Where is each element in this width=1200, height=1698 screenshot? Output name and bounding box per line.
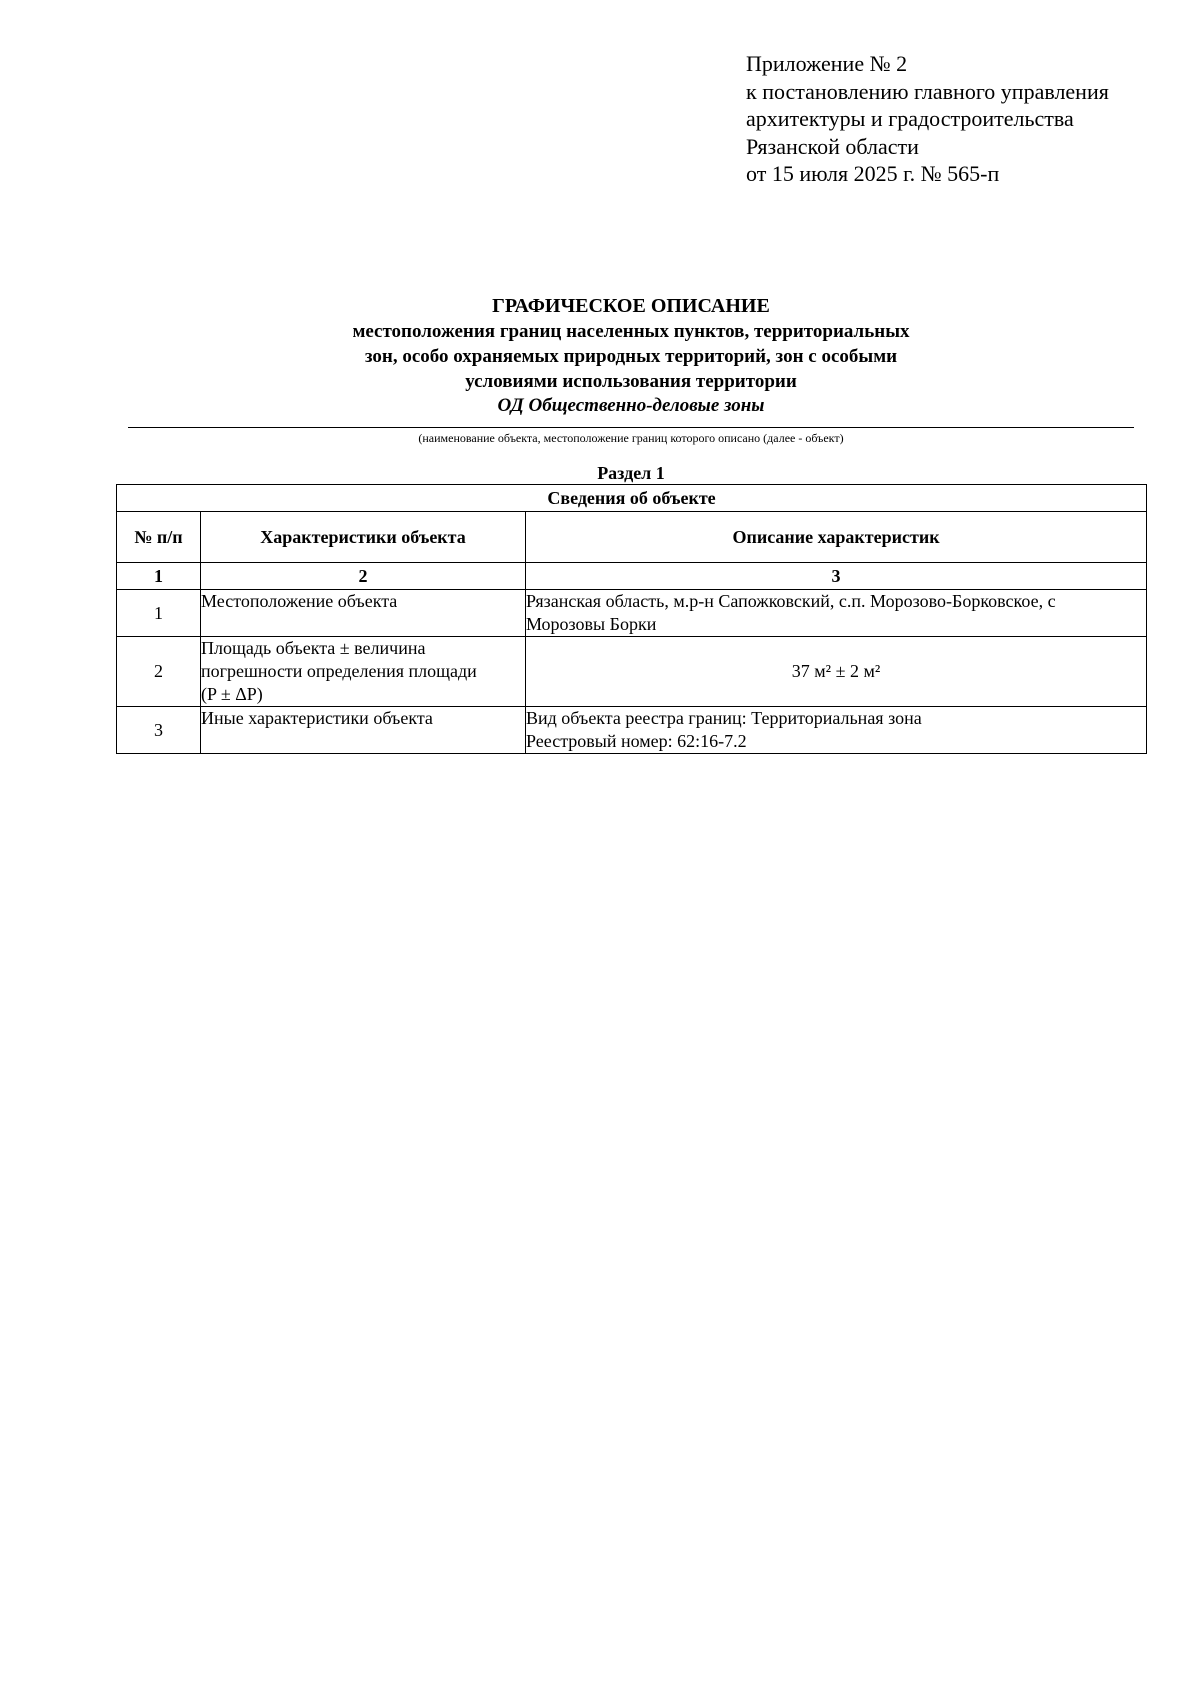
row-characteristic: Иные характеристики объекта xyxy=(201,707,526,754)
table-caption-row xyxy=(117,485,1147,512)
row-description-line: Реестровый номер: 62:16-7.2 xyxy=(526,731,747,751)
row-description xyxy=(526,590,1147,637)
row-description-line: Рязанская область, м.р-н Сапожковский, с.п. Морозово-Борковское, с xyxy=(526,591,1056,611)
section-title: Раздел 1 xyxy=(597,463,665,483)
row-characteristic xyxy=(201,637,526,707)
header-description: Описание характеристик xyxy=(526,512,1147,563)
appendix-line: Приложение № 2 xyxy=(746,51,908,76)
document-subtitle-line: условиями использования территории xyxy=(465,371,797,392)
appendix-line: к постановлению главного управления xyxy=(746,78,1109,104)
table-row xyxy=(117,637,1147,707)
row-characteristic-line: (P ± ΔP) xyxy=(201,684,263,704)
appendix-line: архитектуры и градостроительства xyxy=(746,106,1074,131)
table-caption: Сведения об объекте xyxy=(117,485,1147,512)
object-caption: (наименование объекта, местоположение границ которого описано (далее - объект) xyxy=(418,431,844,445)
table-row xyxy=(117,590,1147,637)
table-header-row xyxy=(117,512,1147,563)
column-number: 1 xyxy=(117,563,201,590)
row-description-line: Морозовы Борки xyxy=(526,614,657,634)
object-info-table xyxy=(116,484,1147,754)
document-subtitle-line: местоположения границ населенных пунктов, территориальных xyxy=(352,321,910,342)
column-number-row xyxy=(117,563,1147,590)
column-number: 2 xyxy=(201,563,526,590)
appendix-line: Рязанской области xyxy=(746,133,919,159)
row-characteristic: Местоположение объекта xyxy=(201,590,526,637)
header-num: № п/п xyxy=(117,512,201,563)
row-characteristic-line: погрешности определения площади xyxy=(201,661,477,681)
appendix-line: от 15 июля 2025 г. № 565-п xyxy=(746,161,1000,186)
row-description: 37 м² ± 2 м² xyxy=(526,637,1147,707)
header-characteristic: Характеристики объекта xyxy=(201,512,526,563)
row-number: 1 xyxy=(117,590,201,637)
document-subtitle-line: зон, особо охраняемых природных территорий, зон с особыми xyxy=(364,346,898,367)
row-number: 3 xyxy=(117,707,201,754)
object-name-underline xyxy=(128,427,1134,428)
object-name: ОД Общественно-деловые зоны xyxy=(497,395,765,416)
row-description-line: Вид объекта реестра границ: Территориальная зона xyxy=(526,708,922,728)
title-block xyxy=(128,294,1134,418)
appendix-block xyxy=(746,50,1166,188)
row-characteristic-line: Площадь объекта ± величина xyxy=(201,638,426,658)
table-row xyxy=(117,707,1147,754)
document-title: ГРАФИЧЕСКОЕ ОПИСАНИЕ xyxy=(492,295,770,317)
column-number: 3 xyxy=(526,563,1147,590)
row-number: 2 xyxy=(117,637,201,707)
row-description xyxy=(526,707,1147,754)
